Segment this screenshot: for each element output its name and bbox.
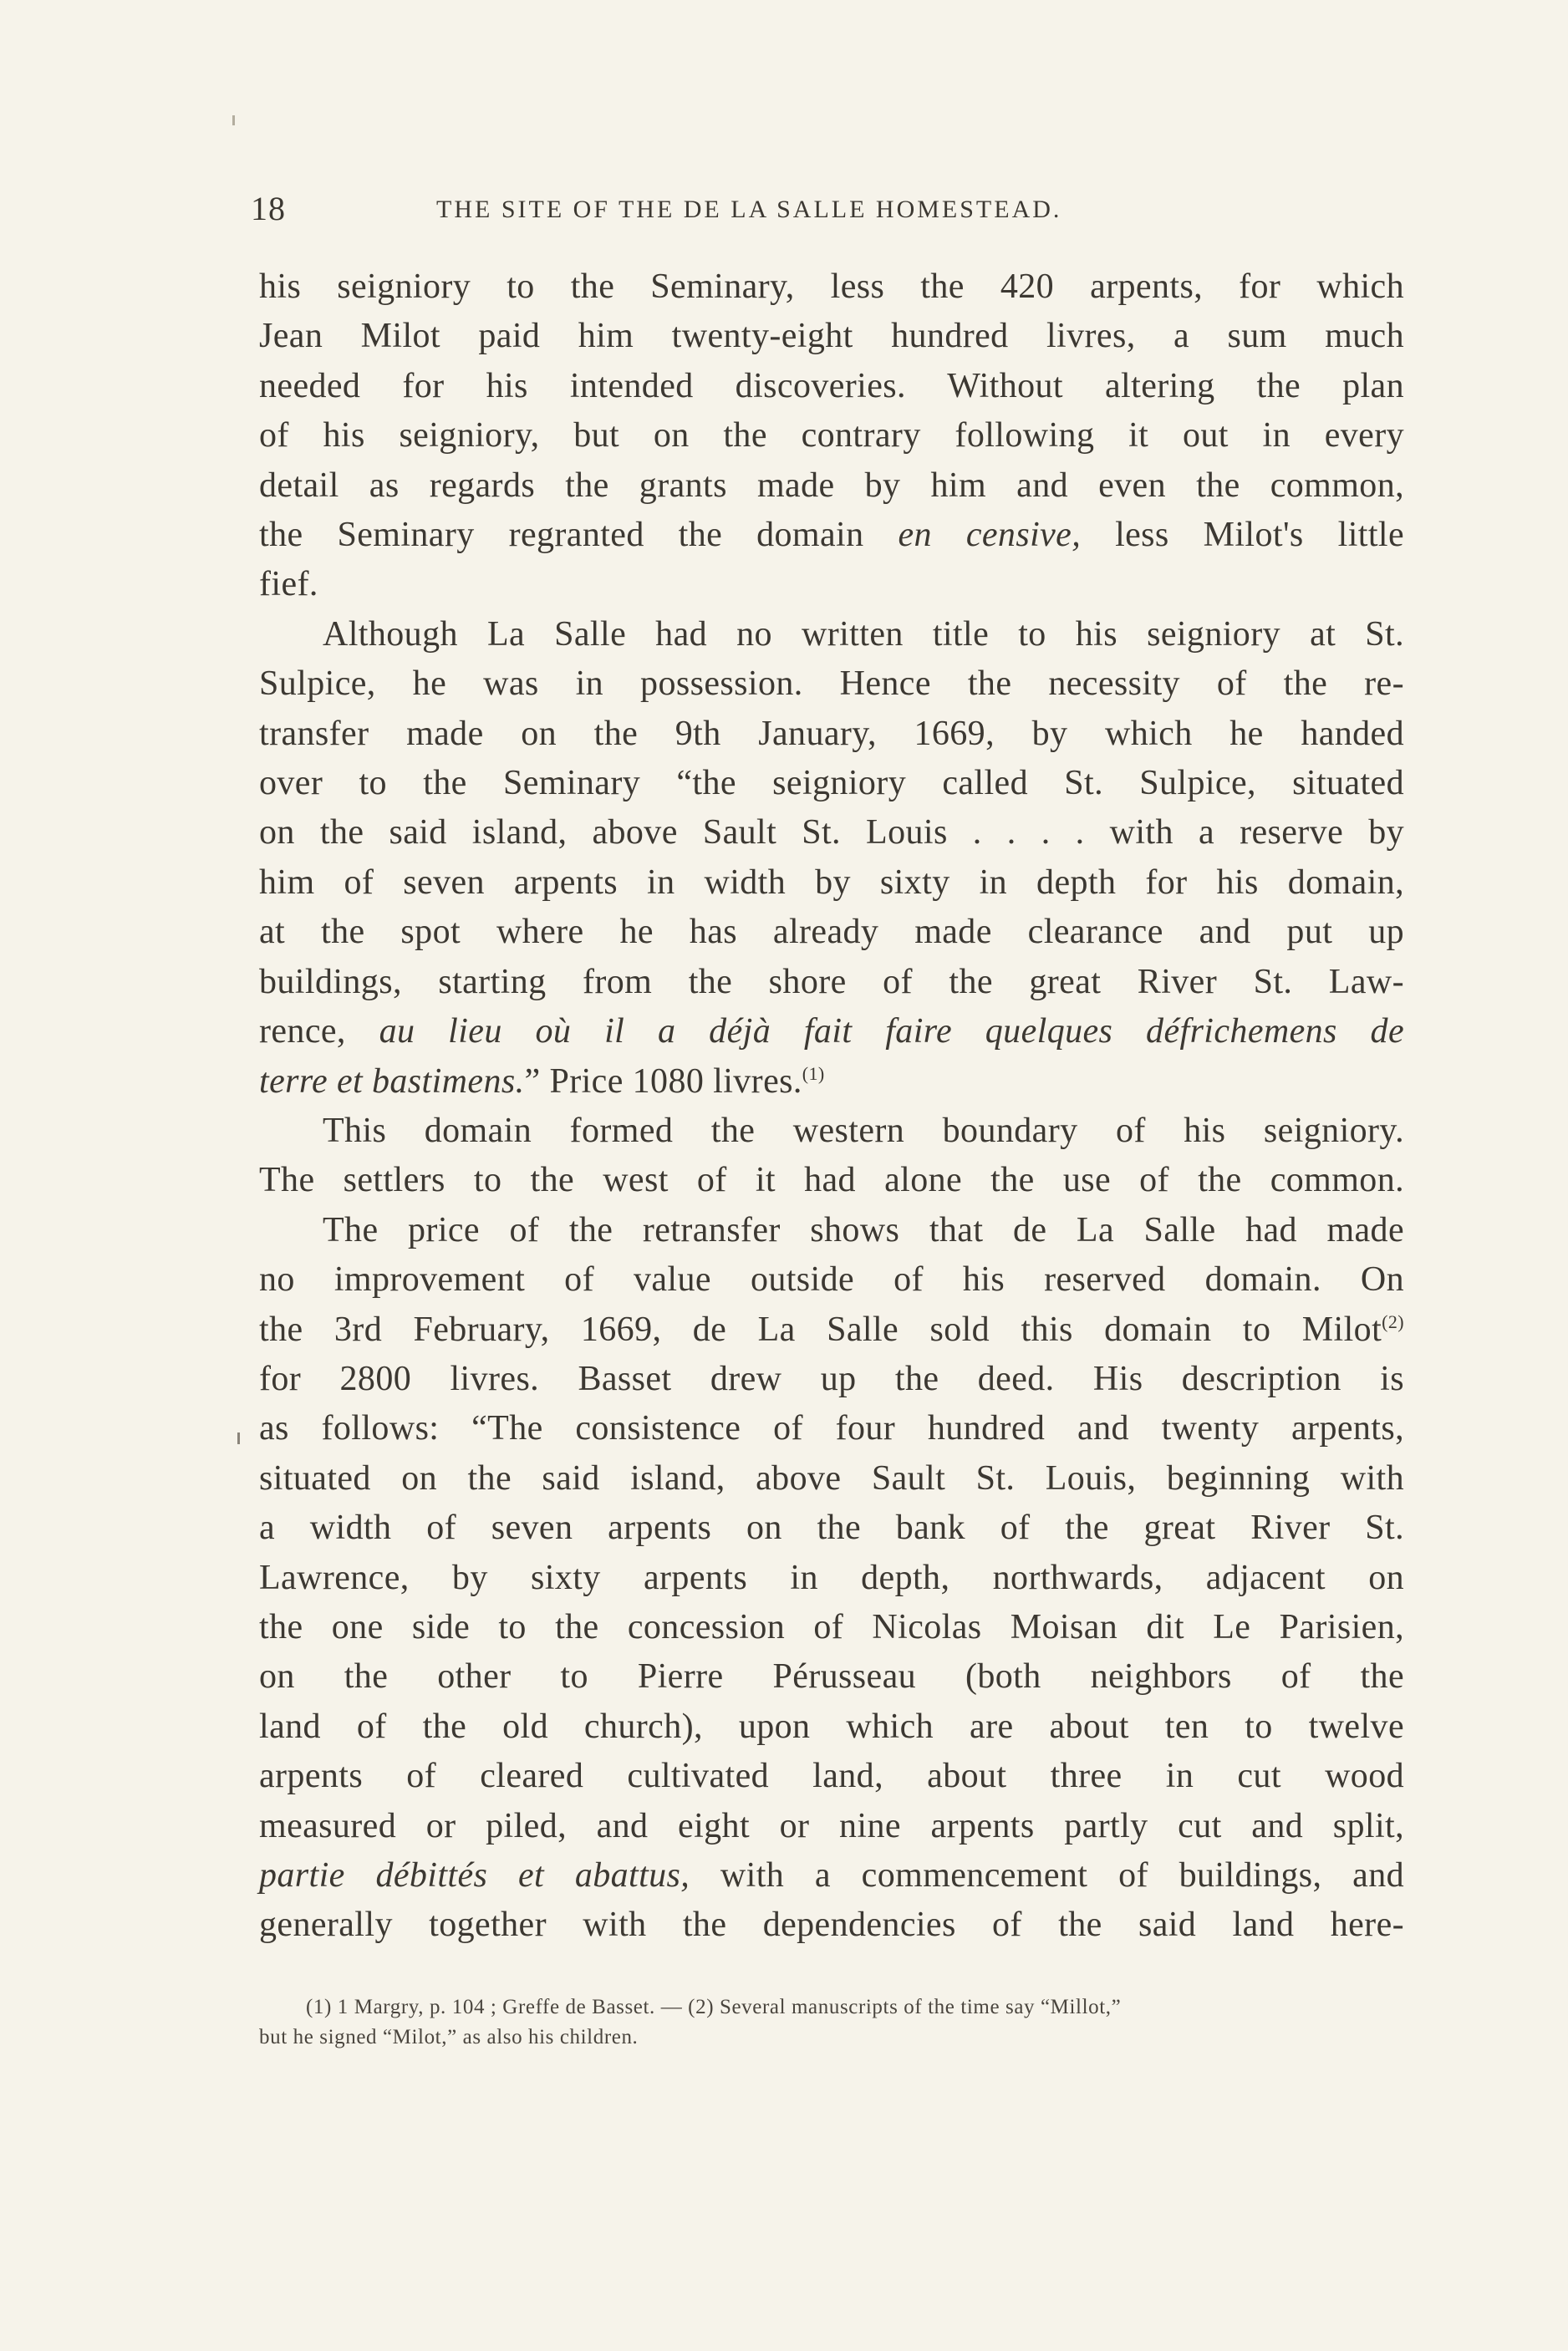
text-line: generally together with the dependencies of the said land here- [259, 1906, 1404, 1945]
text-line: This domain formed the western boundary of his seigniory. [323, 1111, 1404, 1150]
footnote-ref: (2) [1382, 1310, 1404, 1332]
text-line: needed for his intended discoveries. Without altering the plan [259, 366, 1404, 405]
text-line: transfer made on the 9th January, 1669, by which he handed [259, 714, 1404, 753]
text-line: arpents of cleared cultivated land, about three in cut wood [259, 1757, 1404, 1796]
text-line: a width of seven arpents on the bank of the great River St. [259, 1509, 1404, 1548]
text-line: over to the Seminary “the seigniory called St. Sulpice, situated [259, 764, 1404, 803]
text-line: as follows: “The consistence of four hundred and twenty arpents, [259, 1409, 1404, 1448]
scan-speck [232, 115, 235, 125]
paragraph-1 [259, 262, 1404, 610]
text-line: land of the old church), upon which are about ten to twelve [259, 1707, 1404, 1746]
text-line: detail as regards the grants made by him and even the common, [259, 466, 1404, 505]
text-line: The settlers to the west of it had alone the use of the common. [259, 1161, 1404, 1200]
paragraph-4 [259, 1206, 1404, 1951]
text-line: situated on the said island, above Sault St. Louis, beginning with [259, 1458, 1404, 1498]
italic-phrase: en censive, [898, 516, 1082, 555]
text-line: at the spot where he has already made clearance and put up [259, 913, 1404, 952]
text-line: Although La Salle had no written title to his seigniory at St. [323, 614, 1404, 654]
text-line: The price of the retransfer shows that de La Salle had made [323, 1210, 1404, 1249]
text-line: the one side to the concession of Nicolas Moisan dit Le Parisien, [259, 1607, 1404, 1646]
text-line [259, 1007, 1404, 1056]
text-run: the 3rd February, 1669, de La Salle sold this domain to Milot [259, 1310, 1382, 1349]
text-line: Sulpice, he was in possession. Hence the necessity of the re- [259, 664, 1404, 704]
italic-phrase: partie débittés et abattus, [259, 1856, 690, 1895]
text-line [259, 511, 1404, 560]
text-line: him of seven arpents in width by sixty in depth for his domain, [259, 863, 1404, 902]
paragraph-2 [259, 610, 1404, 1107]
text-line: buildings, starting from the shore of the great River St. Law- [259, 962, 1404, 1001]
text-line: on the said island, above Sault St. Louis . . . . with a reserve by [259, 813, 1404, 852]
italic-phrase: au lieu où il a déjà fait faire quelques défrichemens de [379, 1012, 1404, 1051]
text-line: Jean Milot paid him twenty-eight hundred livres, a sum much [259, 317, 1404, 356]
text-line: his seigniory to the Seminary, less the 420 arpents, for which [259, 267, 1404, 306]
text-line [259, 1057, 1404, 1107]
page-number: 18 [251, 190, 286, 227]
running-title: THE SITE OF THE DE LA SALLE HOMESTEAD. [436, 196, 1062, 223]
footnote-line: but he signed “Milot,” as also his children. [259, 2026, 639, 2048]
text-line: of his seigniory, but on the contrary following it out in every [259, 416, 1404, 455]
text-run: ” Price 1080 livres. [524, 1061, 802, 1101]
body-text [259, 262, 1404, 1951]
italic-phrase: terre et bastimens. [259, 1061, 525, 1101]
text-line: measured or piled, and eight or nine arpents partly cut and split, [259, 1806, 1404, 1845]
text-line: fief. [259, 565, 318, 604]
text-run: with a commencement of buildings, and [690, 1856, 1404, 1895]
footnote-line: (1) 1 Margry, p. 104 ; Greffe de Basset. — (2) Several manuscripts of the time say “Millot,” [306, 1996, 1122, 2018]
text-run: the Seminary regranted the domain [259, 516, 899, 555]
text-run: rence, [259, 1012, 379, 1051]
text-line: for 2800 livres. Basset drew up the deed. His description is [259, 1359, 1404, 1398]
margin-mark [237, 1432, 240, 1444]
text-line: Lawrence, by sixty arpents in depth, northwards, adjacent on [259, 1558, 1404, 1597]
running-head [251, 189, 1229, 239]
text-line [259, 1305, 1404, 1355]
text-line: no improvement of value outside of his reserved domain. On [259, 1260, 1404, 1300]
footnote-ref: (1) [802, 1062, 825, 1084]
text-line [259, 1851, 1404, 1901]
paragraph-3 [259, 1107, 1404, 1206]
text-line: on the other to Pierre Pérusseau (both neighbors of the [259, 1657, 1404, 1697]
footnotes [259, 1992, 1404, 2053]
text-run: less Milot's little [1081, 516, 1405, 555]
